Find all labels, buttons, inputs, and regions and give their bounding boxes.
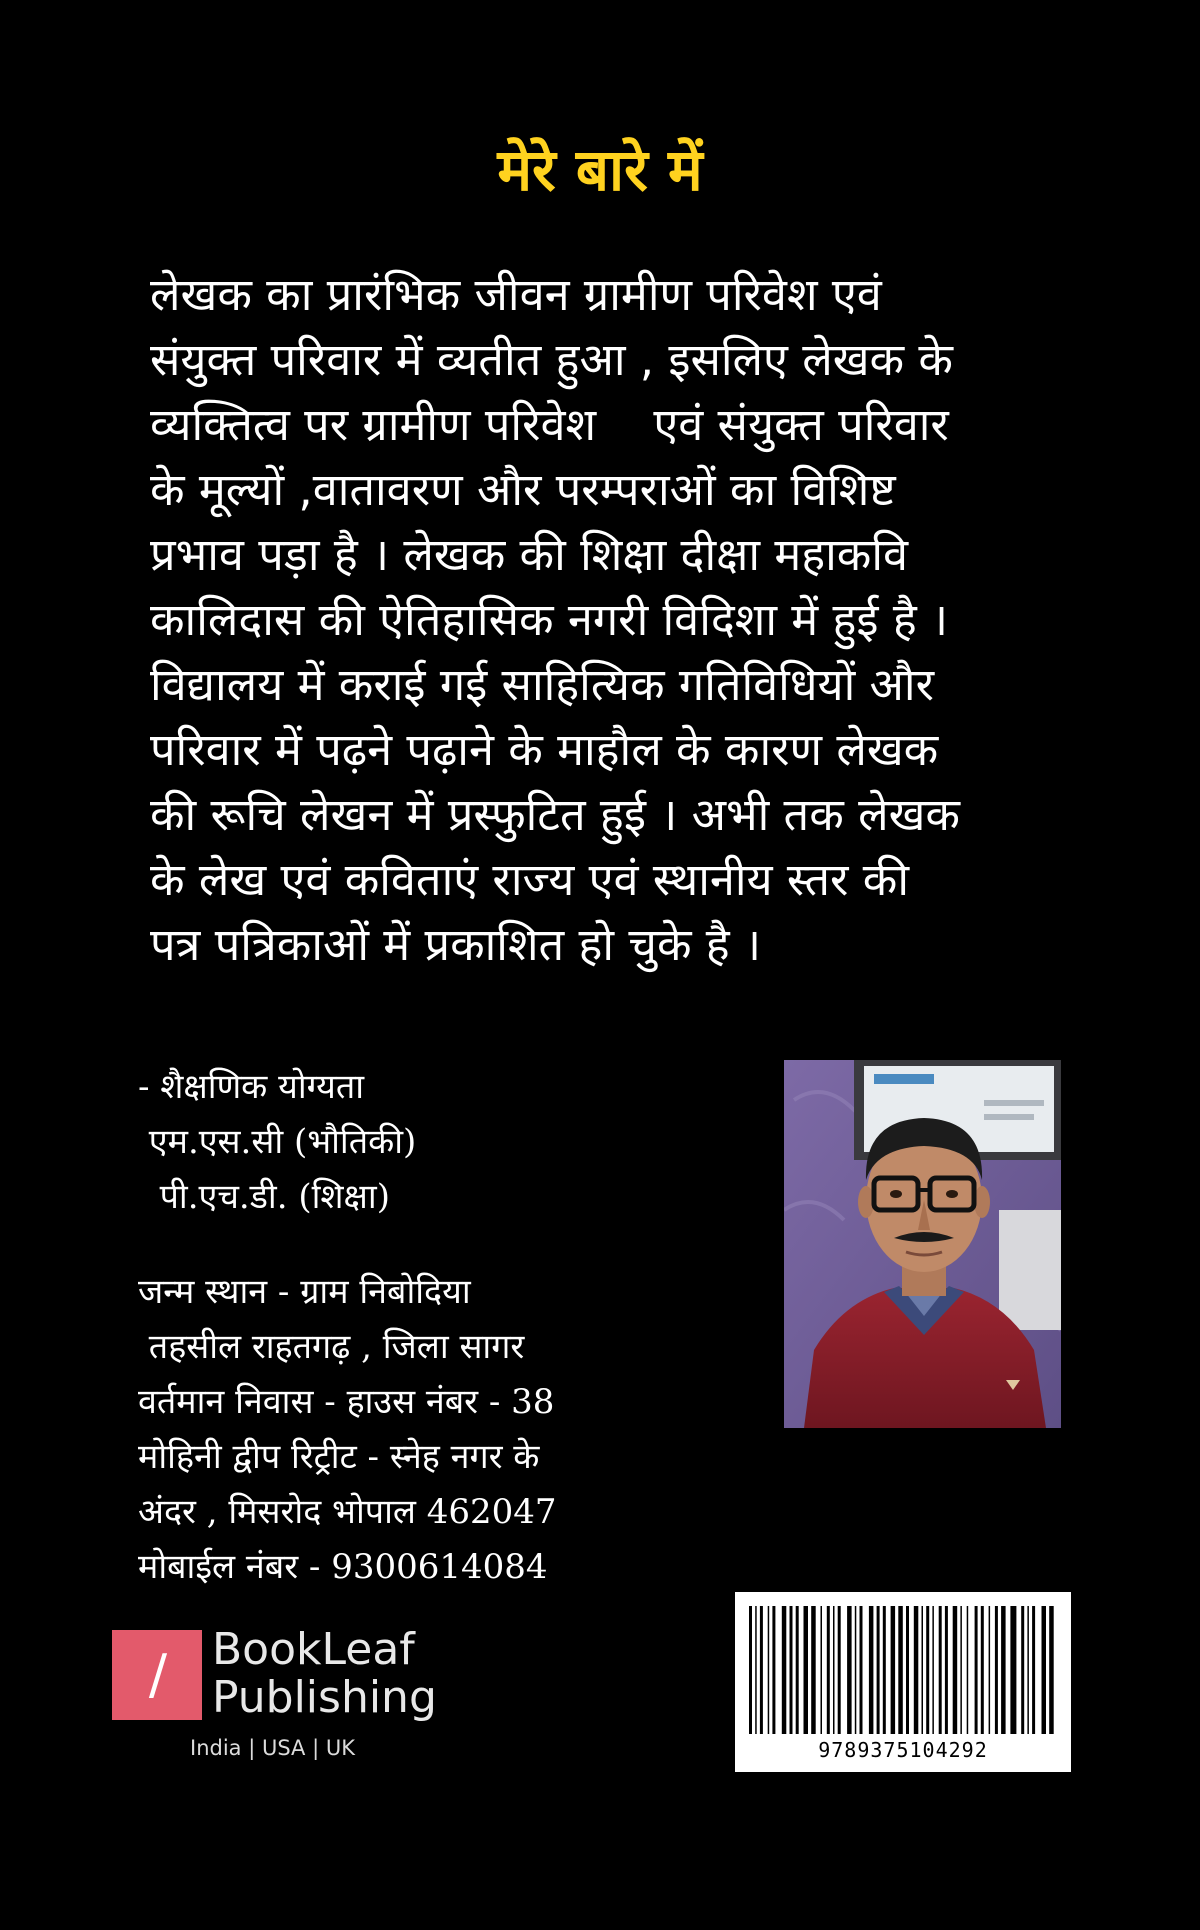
bio-line: की रूचि लेखन में प्रस्फुटित हुई । अभी तक लेखक — [150, 788, 960, 841]
publisher-logo — [112, 1624, 512, 1760]
barcode-bar — [772, 1606, 775, 1734]
address-line: जन्म स्थान - ग्राम निबोदिया — [138, 1272, 471, 1312]
barcode-bar — [906, 1606, 909, 1734]
barcode-bar — [877, 1606, 880, 1734]
bio-line: कालिदास की ऐतिहासिक नगरी विदिशा में हुई है । — [150, 593, 949, 646]
barcode-bars — [735, 1592, 1071, 1738]
barcode-bar — [796, 1606, 799, 1734]
barcode-bar — [914, 1606, 919, 1734]
publisher-tagline: India | USA | UK — [190, 1736, 355, 1760]
barcode-bar — [922, 1606, 924, 1734]
slash-icon: / — [148, 1643, 168, 1706]
barcode-bar — [981, 1606, 984, 1734]
page-title: मेरे बारे में — [497, 136, 703, 204]
isbn-number: 9789375104292 — [818, 1738, 988, 1762]
author-details — [138, 1060, 658, 1595]
barcode-bar — [790, 1606, 793, 1734]
bio-line: के लेख एवं कविताएं राज्य एवं स्थानीय स्तर की — [150, 853, 909, 906]
barcode-bar — [869, 1606, 874, 1734]
mobile-number: मोबाईल नंबर - 9300614084 — [138, 1547, 548, 1587]
barcode-bar — [821, 1606, 823, 1734]
barcode-bar — [1032, 1606, 1035, 1734]
address-line: अंदर , मिसरोद भोपाल 462047 — [138, 1492, 557, 1532]
qualification-heading: - शैक्षणिक योग्यता — [138, 1067, 365, 1107]
bio-line: पत्र पत्रिकाओं में प्रकाशित हो चुके है । — [150, 918, 762, 971]
barcode-bar — [782, 1606, 787, 1734]
author-photo — [784, 1060, 1061, 1428]
barcode-bar — [768, 1606, 770, 1734]
barcode-bar — [989, 1606, 991, 1734]
address-line: वर्तमान निवास - हाउस नंबर - 38 — [138, 1382, 555, 1422]
bio-line: प्रभाव पड़ा है । लेखक की शिक्षा दीक्षा महाकवि — [150, 528, 909, 581]
bio-line: विद्यालय में कराई गई साहित्यिक गतिविधियों और — [150, 658, 935, 711]
barcode-bar — [847, 1606, 852, 1734]
barcode-bar — [838, 1606, 841, 1734]
barcode-bar — [804, 1606, 809, 1734]
barcode-bar — [995, 1606, 998, 1734]
barcode-bar — [1027, 1606, 1029, 1734]
barcode-bar — [953, 1606, 958, 1734]
barcode-bar — [945, 1606, 948, 1734]
bio-line: के मूल्यों ,वातावरण और परम्पराओं का विशिष्ट — [150, 463, 896, 516]
address-line: तहसील राहतगढ़ , जिला सागर — [138, 1327, 525, 1367]
barcode-bar — [883, 1606, 886, 1734]
bio-line: संयुक्त परिवार में व्यतीत हुआ , इसलिए लेखक के — [150, 333, 953, 386]
isbn-barcode — [735, 1592, 1071, 1772]
barcode-bar — [932, 1606, 934, 1734]
barcode-bar — [975, 1606, 978, 1734]
barcode-bar — [891, 1606, 896, 1734]
barcode-bar — [755, 1606, 757, 1734]
barcode-bar — [960, 1606, 962, 1734]
qualification-degree: एम.एस.सी (भौतिकी) — [138, 1122, 417, 1162]
bio-line: व्यक्तित्व पर ग्रामीण परिवेश एवं संयुक्त परिवार — [150, 398, 949, 451]
barcode-bar — [1021, 1606, 1024, 1734]
publisher-name-line1: BookLeaf — [212, 1624, 415, 1675]
barcode-bar — [967, 1606, 969, 1734]
barcode-bar — [1001, 1606, 1006, 1734]
address-line: मोहिनी द्वीप रिट्रीट - स्नेह नगर के — [138, 1437, 540, 1477]
publisher-logo-box — [112, 1630, 202, 1720]
barcode-bar — [827, 1606, 830, 1734]
bio-line: परिवार में पढ़ने पढ़ाने के माहौल के कारण लेखक — [150, 723, 939, 776]
publisher-name-line2: Publishing — [212, 1672, 437, 1723]
barcode-bar — [833, 1606, 835, 1734]
publisher-name — [212, 1626, 437, 1722]
barcode-bar — [1042, 1606, 1047, 1734]
barcode-bar — [1010, 1606, 1016, 1734]
bio-line: लेखक का प्रारंभिक जीवन ग्रामीण परिवेश एवं — [150, 268, 882, 321]
barcode-bar — [811, 1606, 816, 1734]
barcode-bar — [898, 1606, 903, 1734]
barcode-bar — [749, 1606, 752, 1734]
barcode-bar — [926, 1606, 929, 1734]
barcode-bar — [939, 1606, 942, 1734]
barcode-bar — [760, 1606, 763, 1734]
barcode-bar — [1049, 1606, 1054, 1734]
qualification-degree: पी.एच.डी. (शिक्षा) — [138, 1177, 390, 1217]
barcode-bar — [860, 1606, 863, 1734]
barcode-bar — [855, 1606, 857, 1734]
author-bio — [150, 262, 1060, 977]
